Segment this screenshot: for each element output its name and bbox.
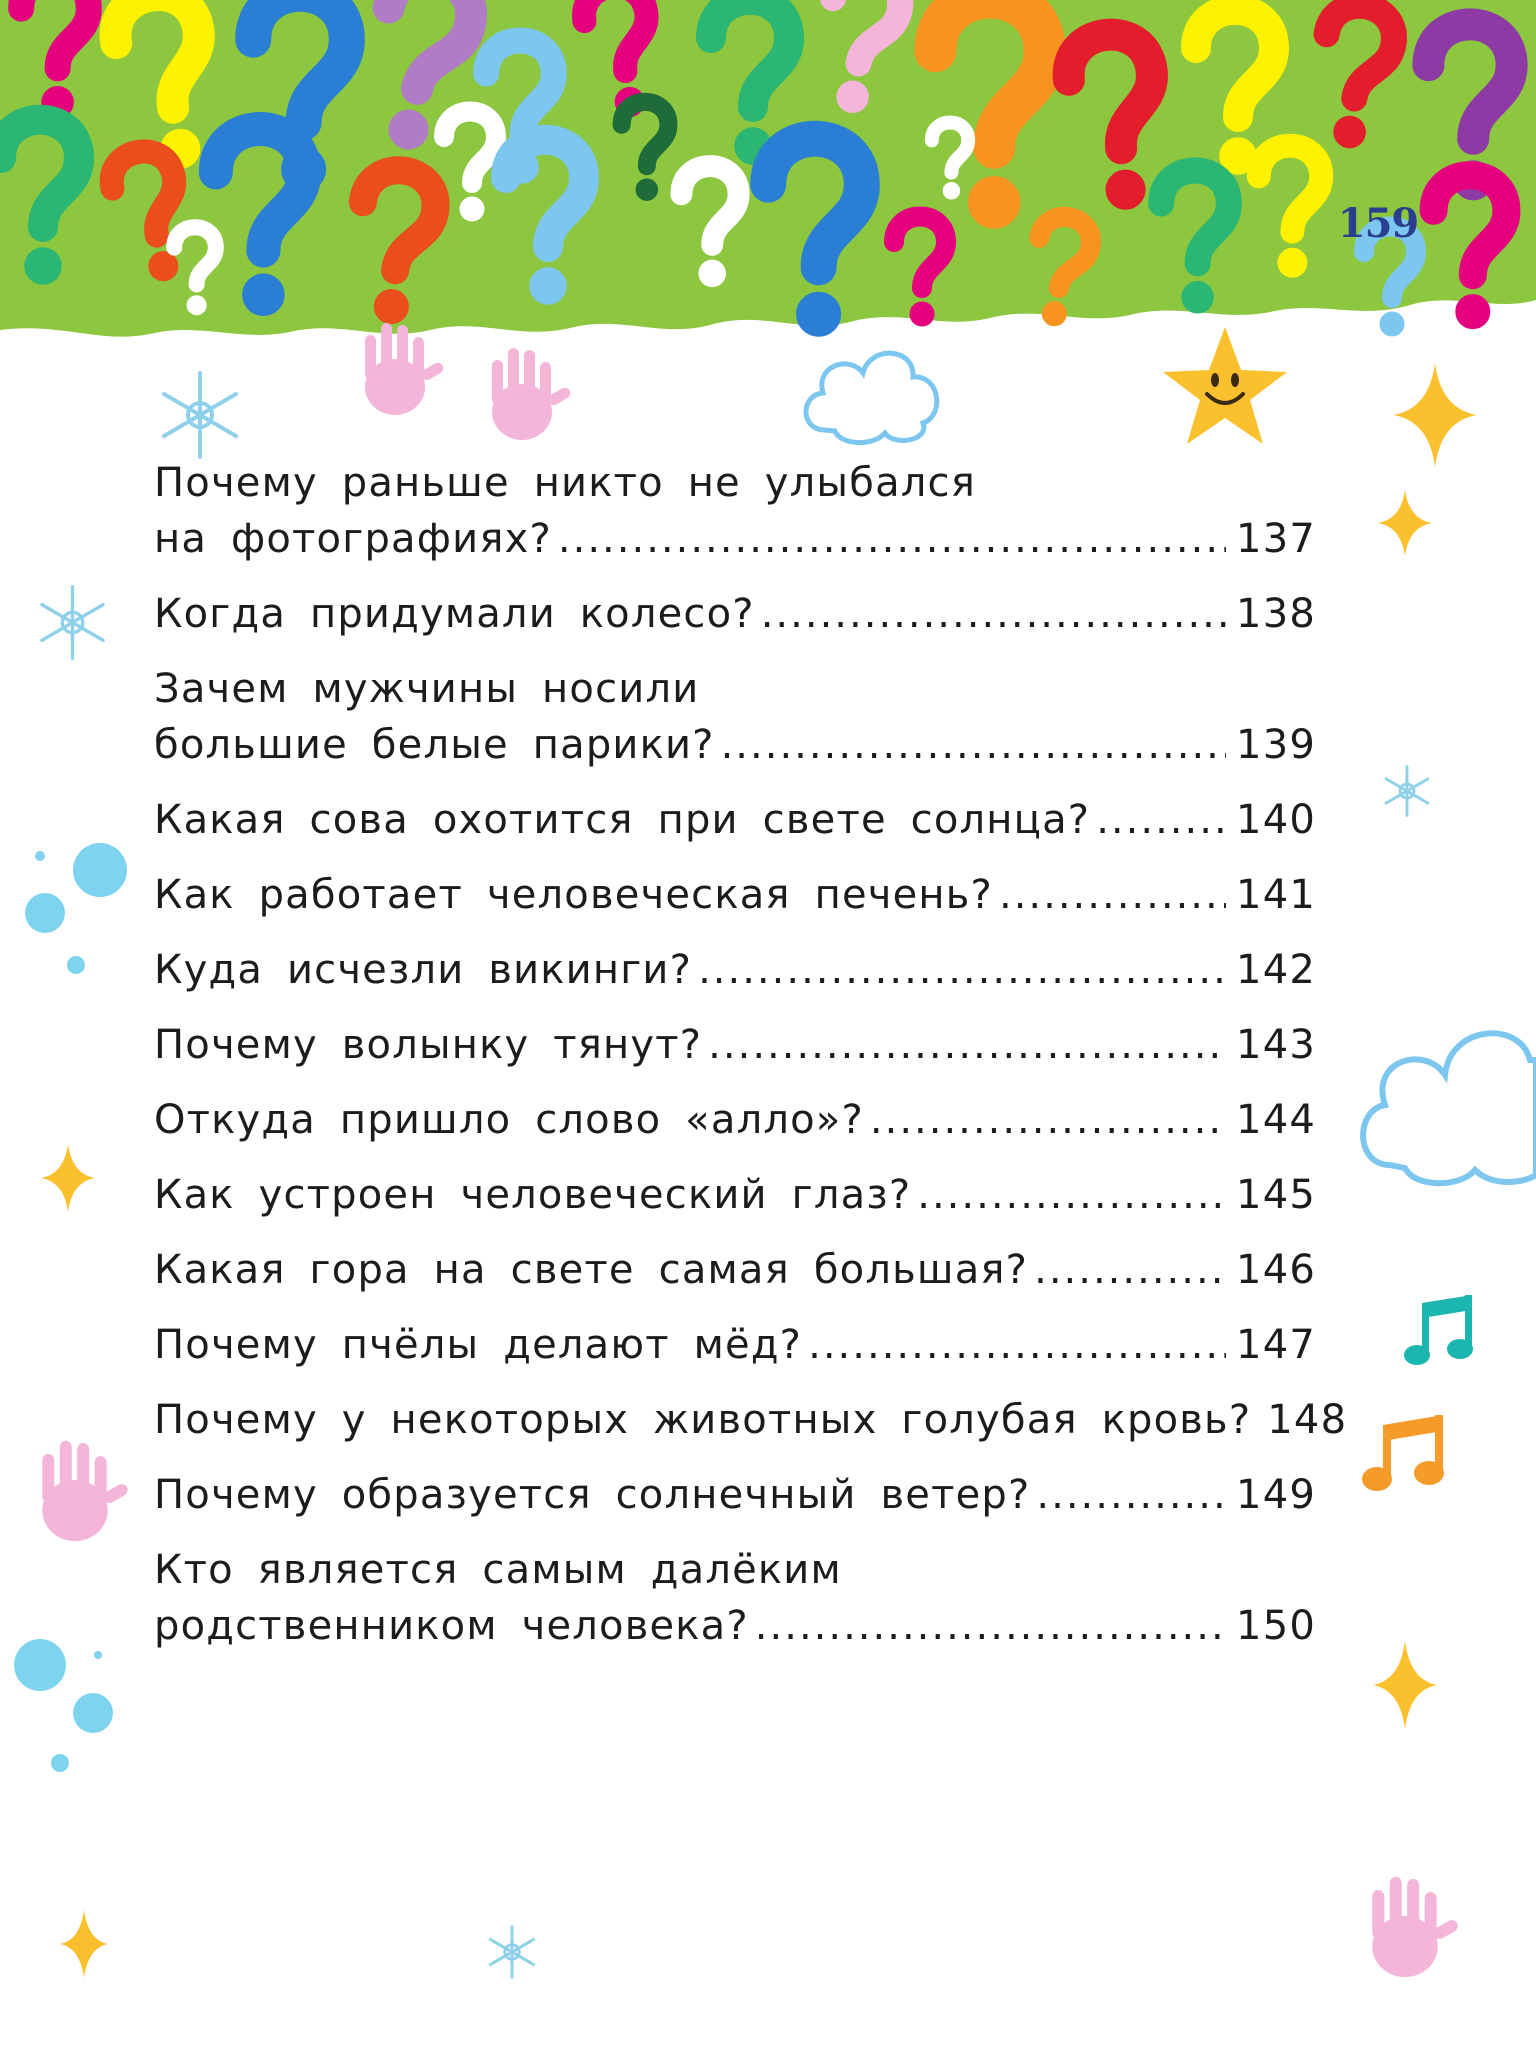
toc-page-number: 146 [1236,1247,1316,1293]
header-question-marks [0,0,1536,350]
toc-dot-leader [917,1167,1226,1223]
toc-entry-line [154,586,1316,642]
toc-dot-leader [721,717,1226,773]
smiling-star-icon [1155,322,1295,452]
toc-page-number: 149 [1236,1472,1316,1518]
toc-entry-title: Зачем мужчины носили [154,666,700,712]
toc-entry [154,586,1316,642]
toc-entry-line [154,511,1316,567]
toc-entry-line [154,867,1316,923]
toc-entry [154,867,1316,923]
toc-entry-line [154,1392,1348,1448]
toc-entry [154,1092,1316,1148]
toc-page-number: 145 [1236,1172,1316,1218]
snowflake-icon [150,365,250,465]
sparkle-icon [38,1142,98,1214]
bubble-icon [8,1615,123,1780]
toc-entry-title: Какая гора на свете самая большая? [154,1247,1029,1293]
toc-entry-line [154,1467,1316,1523]
bubble-icon [18,830,138,990]
toc-page-number: 143 [1236,1022,1316,1068]
toc-entry [154,1167,1316,1223]
toc-entry-title: Почему образуется солнечный ветер? [154,1472,1031,1518]
toc-page-number: 138 [1236,591,1316,637]
toc-entry [154,1017,1316,1073]
handprint-icon [20,1432,130,1552]
snowflake-icon [482,1922,542,1982]
toc-dot-leader [1036,1467,1226,1523]
toc-dot-leader [558,511,1226,567]
toc-dot-leader [1034,1242,1226,1298]
toc-page-number: 147 [1236,1322,1316,1368]
toc-entry-title: на фотографиях? [154,516,552,562]
toc-dot-leader [870,1092,1226,1148]
toc-entry-title: большие белые парики? [154,722,715,768]
toc-page-number: 141 [1236,872,1316,918]
toc-dot-leader [698,942,1226,998]
table-of-contents [154,455,1348,1673]
toc-entry-line [154,1542,1316,1598]
toc-dot-leader [1096,792,1226,848]
toc-dot-leader [755,1598,1226,1654]
toc-entry-line [154,455,1316,511]
toc-page-number: 148 [1267,1397,1348,1443]
toc-entry-line [154,1017,1316,1073]
page-number: 159 [1337,200,1419,247]
toc-entry-title: Почему волынку тянут? [154,1022,703,1068]
music-note-icon [1400,1295,1480,1375]
toc-page-number: 150 [1236,1603,1316,1649]
sparkle-icon [58,1908,110,1980]
toc-dot-leader [808,1317,1226,1373]
toc-entry-title: Почему у некоторых животных голубая кровь? [154,1397,1252,1443]
toc-page-number: 144 [1236,1097,1316,1143]
toc-dot-leader [708,1017,1226,1073]
toc-page-number: 137 [1236,516,1316,562]
toc-entry [154,1392,1348,1448]
music-note-icon [1355,1415,1450,1500]
toc-page-number: 142 [1236,947,1316,993]
snowflake-icon [1378,762,1436,820]
toc-entry [154,792,1316,848]
cloud-icon [1350,1000,1536,1190]
toc-entry-line [154,1092,1316,1148]
sparkle-icon [1375,488,1435,558]
toc-entry-line [154,1317,1316,1373]
toc-entry-line [154,717,1316,773]
toc-entry [154,942,1316,998]
toc-entry-title: Куда исчезли викинги? [154,947,693,993]
toc-dot-leader [999,867,1226,923]
toc-entry-title: Когда придумали колесо? [154,591,755,637]
toc-entry-title: Откуда пришло слово «алло»? [154,1097,864,1143]
cloud-icon [795,335,950,450]
handprint-icon [1350,1868,1460,1988]
handprint-icon [345,315,445,425]
toc-entry-title: Как работает человеческая печень? [154,872,993,918]
toc-entry-line [154,792,1316,848]
toc-entry [154,1467,1316,1523]
toc-page-number: 139 [1236,722,1316,768]
sparkle-icon [1370,1640,1440,1730]
toc-entry-line [154,661,1316,717]
toc-entry-title: Почему пчёлы делают мёд? [154,1322,803,1368]
toc-entry-line [154,1167,1316,1223]
handprint-icon [472,340,572,450]
toc-dot-leader [761,586,1226,642]
toc-entry-title: родственником человека? [154,1603,749,1649]
snowflake-icon [30,580,115,665]
question-marks-pattern [0,0,1536,350]
sparkle-icon [1390,360,1480,470]
toc-entry [154,1542,1316,1654]
toc-entry-line [154,1242,1316,1298]
toc-entry-title: Кто является самым далёким [154,1547,842,1593]
toc-entry-title: Почему раньше никто не улыбался [154,460,977,506]
toc-entry-line [154,1598,1316,1654]
toc-entry-title: Как устроен человеческий глаз? [154,1172,912,1218]
toc-page-number: 140 [1236,797,1316,843]
toc-entry-title: Какая сова охотится при свете солнца? [154,797,1091,843]
toc-entry [154,1242,1316,1298]
toc-entry [154,661,1316,773]
toc-entry-line [154,942,1316,998]
toc-entry [154,1317,1316,1373]
toc-entry [154,455,1316,567]
